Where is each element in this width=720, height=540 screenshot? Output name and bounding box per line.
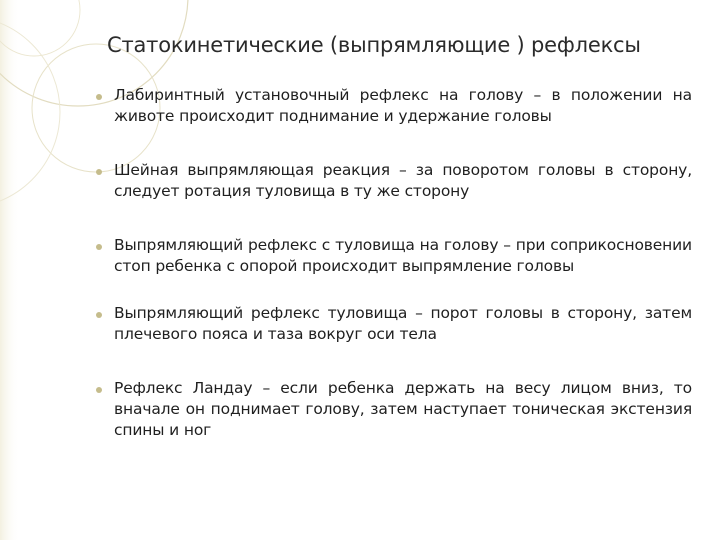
bullet-icon: [96, 244, 102, 250]
bullet-text: Лабиринтный установочный рефлекс на голову – в положении на животе происходит поднимание и удержание головы: [114, 86, 692, 125]
bullet-icon: [96, 169, 102, 175]
bullet-text: Выпрямляющий рефлекс с туловища на голову – при соприкосновении стоп ребенка с опорой происходит выпрямление головы: [114, 236, 692, 275]
slide-title: Статокинетические (выпрямляющие ) рефлексы: [107, 33, 641, 57]
bullet-item: [98, 160, 692, 202]
bullet-icon: [96, 94, 102, 100]
bullet-text: Шейная выпрямляющая реакция – за поворотом головы в сторону, следует ротация туловища в ту же сторону: [114, 161, 692, 200]
bullet-item: [98, 378, 692, 441]
bullet-icon: [96, 312, 102, 318]
bullet-item: [98, 85, 692, 127]
left-edge-shade: [0, 0, 20, 540]
bullet-text: Выпрямляющий рефлекс туловища – порот головы в сторону, затем плечевого пояса и таза вокруг оси тела: [114, 304, 692, 343]
bullet-icon: [96, 387, 102, 393]
bullet-text: Рефлекс Ландау – если ребенка держать на весу лицом вниз, то вначале он поднимает голову, затем наступает тоническая экстензия спины и ног: [114, 379, 692, 439]
bullet-list: [98, 85, 692, 474]
bullet-item: [98, 235, 692, 277]
bullet-item: [98, 303, 692, 345]
